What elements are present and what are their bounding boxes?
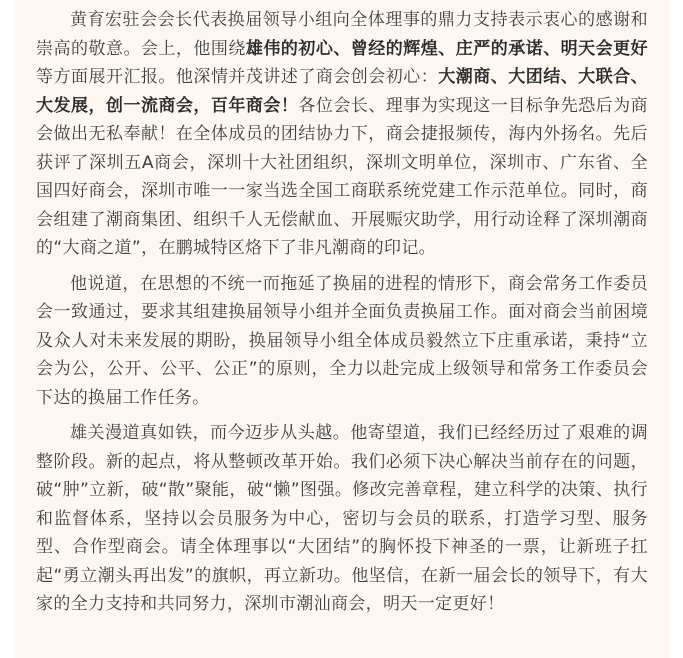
highlighted-themes: 雄伟的初心、曾经的辉煌、庄严的承诺、明天会更好 (245, 38, 648, 59)
paragraph-text: 黄育宏驻会会长代表换届领导小组向全体理事的鼎力支持表示衷心的感谢和崇高的敬意。会上，他围绕 (36, 10, 648, 59)
paragraph-text: 各位会长、理事为实现这一目标争先恐后为商会做出无私奉献！在全体成员的团结协力下，商会捷报频传，海内外扬名。先后获评了深圳五A商会，深圳十大社团组织，深圳文明单位，深圳市、广东省、全国四好商会，深圳市唯一一家当选全国工商联系统党建工作示范单位。同时，商会组建了潮商集团、组织千人无偿献血、开展赈灾助学，用行动诠释了深圳潮商的“大商之道”，在鹏城特区烙下了非凡潮商的印记。 (36, 95, 649, 258)
highlighted-slogan: 大潮商、大团结、大联合、大发展，创一流商会，百年商会！ (36, 67, 648, 116)
paragraph-text: 雄关漫道真如铁，而今迈步从头越。他寄望道，我们已经经历过了艰难的调整阶段。新的起点，将从整顿改革开始。我们必须下决心解决当前存在的问题，破“肿”立新，破“散”聚能，破“懒”图强。修改完善章程，建立科学的决策、执行和监督体系，坚持以会员服务为中心，密切与会员的联系，打造学习型、服务型、合作型商会。请全体理事以“大团结”的胸怀投下神圣的一票，让新班子扛起“勇立潮头再出发”的旗帜，再立新功。他坚信，在新一届会长的领导下，有大家的全力支持和共同努力，深圳市潮汕商会，明天一定更好！ (36, 423, 648, 614)
paragraph-future-outlook (36, 419, 648, 619)
article-body (36, 6, 648, 626)
paragraph-election-process (36, 270, 648, 413)
paragraph-text: 等方面展开汇报。他深情并茂讲述了商会创会初心： (36, 67, 439, 87)
paragraph-report-summary (36, 6, 648, 263)
paragraph-text: 他说道，在思想的不统一而拖延了换届的进程的情形下，商会常务工作委员会一致通过，要求其组建换届领导小组并全面负责换届工作。面对商会当前困境及众人对未来发展的期盼，换届领导小组全体成员毅然立下庄重承诺，秉持“立会为公，公开、公平、公正”的原则，全力以赴完成上级领导和常务工作委员会下达的换届工作任务。 (36, 273, 648, 408)
